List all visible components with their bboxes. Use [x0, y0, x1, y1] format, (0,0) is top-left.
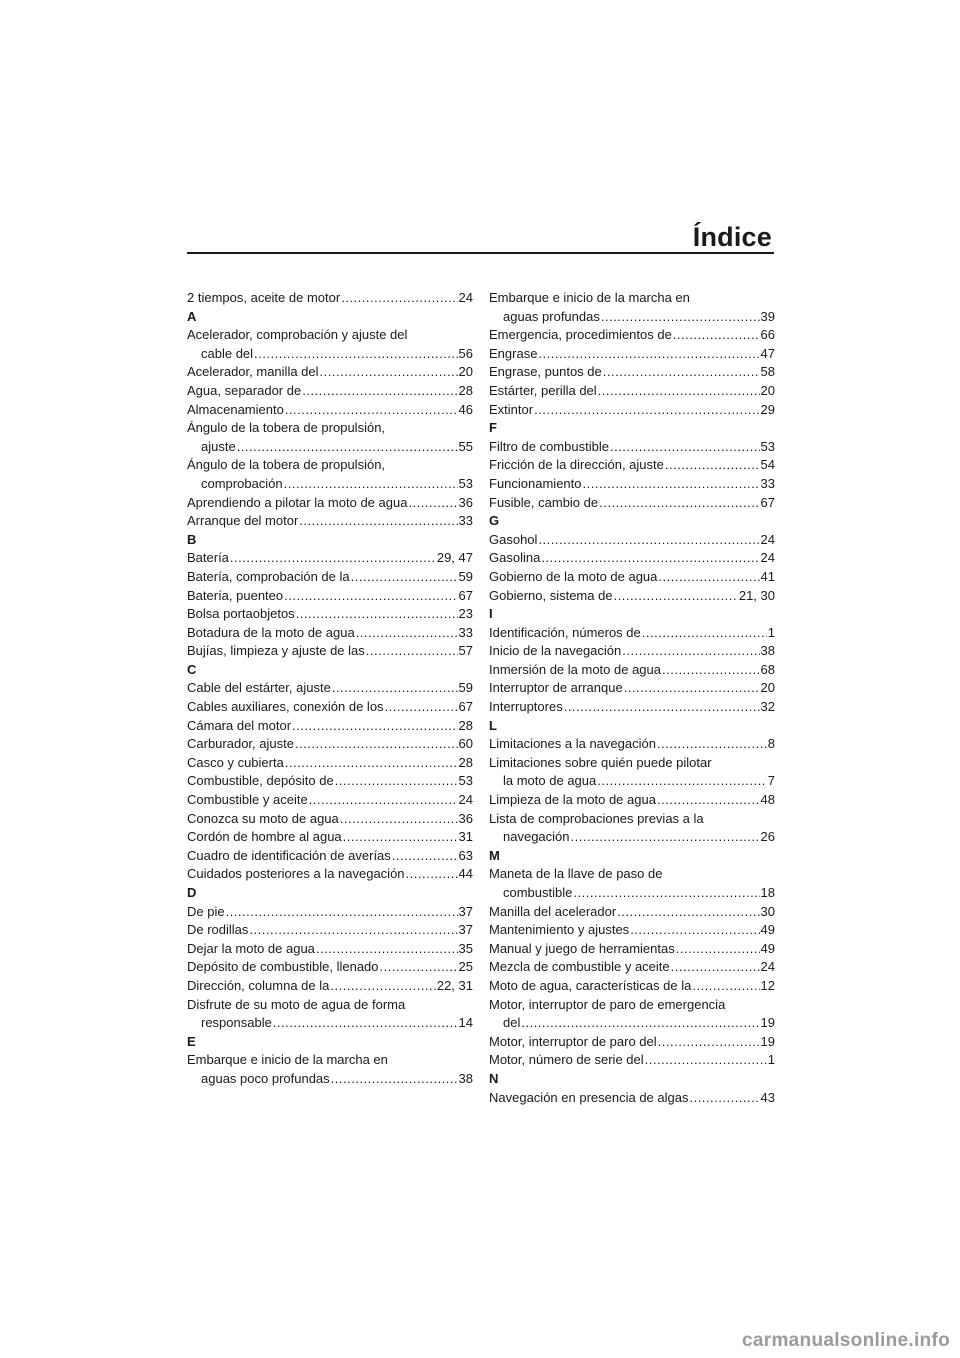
index-entry-text: Cuidados posteriores a la navegación: [187, 866, 405, 882]
index-page-number: 43: [760, 1089, 775, 1105]
index-entry: [187, 494, 473, 513]
index-page-number: 20: [760, 382, 775, 398]
index-entry-text: Cable del estárter, ajuste: [187, 680, 331, 696]
index-entry: [187, 977, 473, 996]
index-page-number: 33: [458, 513, 473, 529]
index-entry: [489, 568, 775, 587]
index-entry-text: la moto de agua: [503, 773, 597, 789]
index-page-number: 20: [760, 680, 775, 696]
index-entry: [187, 717, 473, 736]
index-section-letter: F: [489, 420, 497, 436]
dot-leader: [332, 679, 458, 698]
index-page-number: 53: [458, 475, 473, 491]
dot-leader: [657, 791, 760, 810]
index-page-number: 28: [458, 754, 473, 770]
index-page-number: 38: [458, 1070, 473, 1086]
index-entry: [489, 549, 775, 568]
index-entry-text: Manual y juego de herramientas: [489, 940, 675, 956]
index-page-number: 23: [458, 606, 473, 622]
index-page-number: 39: [760, 308, 775, 324]
index-entry-text: De rodillas: [187, 922, 249, 938]
index-entry-text: Disfrute de su moto de agua de forma: [187, 996, 406, 1012]
index-page-number: 63: [458, 847, 473, 863]
dot-leader: [564, 698, 760, 717]
index-entry: [187, 382, 473, 401]
index-entry-text: Acelerador, comprobación y ajuste del: [187, 327, 408, 343]
index-page-number: 1: [767, 1052, 775, 1068]
index-entry: [187, 401, 473, 420]
index-page-number: 29, 47: [436, 550, 473, 566]
index-entry-text: ajuste: [201, 438, 236, 454]
index-page-number: 26: [760, 829, 775, 845]
index-entry-text: Filtro de combustible: [489, 438, 609, 454]
dot-leader: [599, 494, 759, 513]
index-entry: [489, 642, 775, 661]
index-entry-text: Gobierno, sistema de: [489, 587, 613, 603]
index-page-number: 53: [760, 438, 775, 454]
dot-leader: [302, 382, 457, 401]
index-entry-text: Batería, comprobación de la: [187, 568, 350, 584]
index-entry-text: Dirección, columna de la: [187, 977, 330, 993]
dot-leader: [624, 679, 760, 698]
index-entry: [489, 1051, 775, 1070]
index-entry-text: Motor, interruptor de paro del: [489, 1033, 657, 1049]
index-page-number: 7: [767, 773, 775, 789]
index-section-letter: A: [187, 308, 197, 324]
index-page-number: 14: [458, 1015, 473, 1031]
index-page-number: 33: [760, 475, 775, 491]
index-entry-text: Almacenamiento: [187, 401, 284, 417]
index-entry-text: Lista de comprobaciones previas a la: [489, 810, 704, 826]
index-page-number: 19: [760, 1015, 775, 1031]
index-entry: [187, 1014, 473, 1033]
index-entry: [489, 382, 775, 401]
index-entry-text: Depósito de combustible, llenado: [187, 959, 379, 975]
index-page-number: 54: [760, 457, 775, 473]
index-entry: [187, 587, 473, 606]
index-entry: [187, 847, 473, 866]
dot-leader: [285, 401, 458, 420]
dot-leader: [610, 438, 760, 457]
index-page-number: 67: [458, 699, 473, 715]
dot-leader: [521, 1014, 759, 1033]
index-entry-text: del: [503, 1015, 521, 1031]
index-entry: [187, 475, 473, 494]
dot-leader: [658, 568, 759, 587]
dot-leader: [601, 308, 760, 327]
index-entry: [489, 958, 775, 977]
index-page-number: 58: [760, 364, 775, 380]
index-entry-text: Cordón de hombre al agua: [187, 829, 342, 845]
dot-leader: [598, 382, 760, 401]
index-entry-text: aguas profundas: [503, 308, 600, 324]
index-entry: [187, 289, 473, 308]
index-page-number: 29: [760, 401, 775, 417]
index-column-left: [187, 289, 473, 1089]
dot-leader: [356, 624, 458, 643]
index-entry: [489, 940, 775, 959]
index-entry: [187, 921, 473, 940]
index-entry-text: Casco y cubierta: [187, 754, 284, 770]
index-page-number: 19: [760, 1033, 775, 1049]
index-entry-text: Ángulo de la tobera de propulsión,: [187, 457, 386, 473]
index-entry: [489, 345, 775, 364]
index-entry-text: Limitaciones sobre quién puede pilotar: [489, 754, 712, 770]
index-entry: [489, 438, 775, 457]
index-entry: [187, 345, 473, 364]
index-entry: [187, 735, 473, 754]
index-entry-text: Limitaciones a la navegación: [489, 736, 656, 752]
index-page-number: 37: [458, 922, 473, 938]
index-page-number: 25: [458, 959, 473, 975]
dot-leader: [316, 940, 458, 959]
page-title: Índice: [692, 222, 772, 252]
index-entry: [187, 810, 473, 829]
index-entry-text: Engrase, puntos de: [489, 364, 602, 380]
index-entry: [489, 884, 775, 903]
index-section-letter: C: [187, 661, 197, 677]
index-page-number: 68: [760, 661, 775, 677]
index-entry-text: Maneta de la llave de paso de: [489, 866, 663, 882]
dot-leader: [597, 772, 767, 791]
index-entry: [489, 456, 775, 475]
dot-leader: [406, 865, 458, 884]
index-entry-text: Batería: [187, 550, 229, 566]
dot-leader: [273, 1014, 458, 1033]
index-entry-text: Manilla del acelerador: [489, 903, 617, 919]
title-rule: [187, 252, 774, 254]
index-entry: [489, 1014, 775, 1033]
index-page-number: 24: [458, 290, 473, 305]
index-page-number: 56: [458, 345, 473, 361]
dot-leader: [689, 1089, 759, 1108]
dot-leader: [320, 363, 458, 382]
dot-leader: [658, 1033, 760, 1052]
index-section-letter: D: [187, 885, 197, 900]
index-page-number: 28: [458, 382, 473, 398]
index-entry: [489, 494, 775, 513]
index-entry: [187, 624, 473, 643]
index-entry-text: Gobierno de la moto de agua: [489, 568, 658, 584]
index-entry-text: Mantenimiento y ajustes: [489, 922, 630, 938]
index-entry: [187, 568, 473, 587]
index-entry-text: Carburador, ajuste: [187, 736, 294, 752]
index-entry: [489, 1033, 775, 1052]
dot-leader: [284, 475, 458, 494]
index-entry-text: Identificación, números de: [489, 624, 641, 640]
index-entry-text: Gasohol: [489, 531, 538, 547]
index-entry-text: Combustible, depósito de: [187, 773, 334, 789]
index-entry-text: Bolsa portaobjetos: [187, 606, 295, 622]
dot-leader: [341, 289, 457, 308]
watermark: carmanualsonline.info: [742, 1330, 950, 1351]
index-entry-text: comprobación: [201, 475, 283, 491]
index-entry-text: Agua, separador de: [187, 382, 302, 398]
dot-leader: [380, 958, 458, 977]
index-page-number: 49: [760, 940, 775, 956]
index-entry: [187, 791, 473, 810]
index-page-number: 30: [760, 903, 775, 919]
index-section-letter: G: [489, 513, 500, 529]
dot-leader: [657, 735, 767, 754]
index-entry: [489, 1089, 775, 1108]
index-entry: [489, 903, 775, 922]
index-page-number: 38: [760, 643, 775, 659]
index-entry-text: Batería, puenteo: [187, 587, 284, 603]
index-entry-text: Acelerador, manilla del: [187, 364, 319, 380]
index-page-number: 32: [760, 699, 775, 715]
index-entry-text: Cuadro de identificación de averías: [187, 847, 391, 863]
index-page-number: 33: [458, 624, 473, 640]
index-entry-text: Embarque e inicio de la marcha en: [489, 290, 690, 305]
index-page-number: 67: [760, 494, 775, 510]
index-section-letter: I: [489, 606, 493, 622]
index-section-letter: L: [489, 717, 497, 733]
index-entry: [489, 921, 775, 940]
index-entry: [187, 865, 473, 884]
dot-leader: [671, 958, 760, 977]
index-page-number: 8: [767, 736, 775, 752]
index-page-number: 60: [458, 736, 473, 752]
index-entry-text: Mezcla de combustible y aceite: [489, 959, 670, 975]
index-entry-text: Emergencia, procedimientos de: [489, 327, 672, 343]
index-entry-text: Funcionamiento: [489, 475, 582, 491]
index-entry-text: Limpieza de la moto de agua: [489, 792, 656, 808]
dot-leader: [309, 791, 458, 810]
index-page-number: 66: [760, 327, 775, 343]
index-entry-text: Motor, interruptor de paro de emergencia: [489, 996, 726, 1012]
dot-leader: [630, 921, 759, 940]
index-entry-text: Inicio de la navegación: [489, 643, 622, 659]
index-page-number: 47: [760, 345, 775, 361]
index-entry-text: navegación: [503, 829, 570, 845]
index-entry-text: Motor, número de serie del: [489, 1052, 644, 1068]
index-entry: [489, 828, 775, 847]
index-entry: [489, 587, 775, 606]
index-entry: [489, 791, 775, 810]
index-entry-text: Botadura de la moto de agua: [187, 624, 355, 640]
dot-leader: [335, 772, 458, 791]
index-entry: [489, 308, 775, 327]
index-page-number: 28: [458, 717, 473, 733]
dot-leader: [571, 828, 760, 847]
index-page-number: 49: [760, 922, 775, 938]
index-entry: [187, 754, 473, 773]
dot-leader: [676, 940, 760, 959]
dot-leader: [538, 531, 759, 550]
index-entry-text: Extintor: [489, 401, 534, 417]
index-entry-text: Dejar la moto de agua: [187, 940, 315, 956]
index-entry: [187, 605, 473, 624]
index-page-number: 24: [458, 792, 473, 808]
index-page-number: 46: [458, 401, 473, 417]
index-entry-text: Cables auxiliares, conexión de los: [187, 699, 384, 715]
dot-leader: [343, 828, 458, 847]
dot-leader: [254, 345, 457, 364]
index-page-number: 59: [458, 680, 473, 696]
index-page-number: 21, 30: [738, 587, 775, 603]
dot-leader: [392, 847, 458, 866]
index-page-number: 57: [458, 643, 473, 659]
index-entry: [187, 698, 473, 717]
index-entry-text: Ángulo de la tobera de propulsión,: [187, 420, 386, 436]
index-entry: [489, 735, 775, 754]
dot-leader: [583, 475, 760, 494]
index-page-number: 53: [458, 773, 473, 789]
index-entry-text: Engrase: [489, 345, 538, 361]
index-page-number: 36: [458, 810, 473, 826]
index-section-letter: M: [489, 847, 500, 863]
dot-leader: [673, 326, 760, 345]
index-entry-text: Conozca su moto de agua: [187, 810, 339, 826]
index-entry: [489, 698, 775, 717]
dot-leader: [299, 512, 457, 531]
dot-leader: [226, 903, 458, 922]
dot-leader: [692, 977, 759, 996]
index-entry: [489, 679, 775, 698]
dot-leader: [573, 884, 759, 903]
index-entry: [187, 512, 473, 531]
index-entry-text: Interruptor de arranque: [489, 680, 623, 696]
dot-leader: [622, 642, 759, 661]
dot-leader: [366, 642, 458, 661]
index-entry: [489, 363, 775, 382]
dot-leader: [534, 401, 759, 420]
index-entry: [187, 903, 473, 922]
dot-leader: [408, 494, 457, 513]
index-entry: [187, 549, 473, 568]
index-entry-text: responsable: [201, 1015, 272, 1031]
index-entry-text: cable del: [201, 345, 254, 361]
index-page-number: 37: [458, 903, 473, 919]
index-entry-text: Bujías, limpieza y ajuste de las: [187, 643, 365, 659]
index-section-letter: B: [187, 531, 197, 547]
index-entry: [489, 977, 775, 996]
dot-leader: [237, 438, 458, 457]
index-entry-text: Arranque del motor: [187, 513, 299, 529]
index-section-letter: E: [187, 1033, 196, 1049]
index-entry-text: Gasolina: [489, 550, 541, 566]
index-entry-text: Estárter, perilla del: [489, 382, 597, 398]
index-entry: [489, 661, 775, 680]
index-page-number: 36: [458, 494, 473, 510]
index-entry: [489, 475, 775, 494]
index-page-number: 48: [760, 792, 775, 808]
index-page-number: 12: [760, 977, 775, 993]
index-entry-text: Aprendiendo a pilotar la moto de agua: [187, 494, 408, 510]
index-entry: [187, 958, 473, 977]
index-entry: [187, 828, 473, 847]
index-entry: [187, 642, 473, 661]
dot-leader: [296, 605, 458, 624]
index-entry: [187, 772, 473, 791]
index-page-number: 55: [458, 438, 473, 454]
dot-leader: [385, 698, 458, 717]
dot-leader: [665, 456, 760, 475]
dot-leader: [617, 903, 759, 922]
index-entry: [489, 401, 775, 420]
dot-leader: [330, 977, 435, 996]
dot-leader: [662, 661, 760, 680]
index-page-number: 22, 31: [436, 977, 473, 993]
dot-leader: [292, 717, 457, 736]
dot-leader: [284, 587, 457, 606]
index-page-number: 67: [458, 587, 473, 603]
index-entry-text: Inmersión de la moto de agua: [489, 661, 661, 677]
index-entry: [489, 624, 775, 643]
dot-leader: [603, 363, 760, 382]
index-entry-text: Moto de agua, características de la: [489, 977, 692, 993]
index-page-number: 1: [767, 624, 775, 640]
index-entry-text: Cámara del motor: [187, 717, 292, 733]
index-entry-text: combustible: [503, 885, 573, 900]
index-entry-text: Fusible, cambio de: [489, 494, 599, 510]
index-page-number: 24: [760, 531, 775, 547]
dot-leader: [230, 549, 436, 568]
index-entry: [187, 363, 473, 382]
index-entry: [489, 326, 775, 345]
index-page-number: 41: [760, 568, 775, 584]
dot-leader: [642, 624, 767, 643]
index-entry-text: De pie: [187, 903, 225, 919]
index-entry: [187, 1070, 473, 1089]
index-entry-text: Combustible y aceite: [187, 792, 308, 808]
index-page-number: 31: [458, 829, 473, 845]
index-page-number: 59: [458, 568, 473, 584]
dot-leader: [614, 587, 738, 606]
dot-leader: [538, 345, 759, 364]
index-page-number: 44: [458, 866, 473, 882]
index-entry: [187, 940, 473, 959]
index-page-number: 20: [458, 364, 473, 380]
dot-leader: [541, 549, 759, 568]
index-page-number: 24: [760, 959, 775, 975]
index-entry-text: aguas poco profundas: [201, 1070, 330, 1086]
index-entry-text: Fricción de la dirección, ajuste: [489, 457, 664, 473]
index-entry-text: 2 tiempos, aceite de motor: [187, 290, 341, 305]
dot-leader: [285, 754, 458, 773]
index-entry-text: Interruptores: [489, 699, 563, 715]
index-entry: [489, 772, 775, 791]
index-page-number: 24: [760, 550, 775, 566]
dot-leader: [351, 568, 458, 587]
index-column-right: [489, 289, 775, 1107]
index-entry: [187, 679, 473, 698]
index-entry-text: Navegación en presencia de algas: [489, 1089, 689, 1105]
index-entry: [489, 531, 775, 550]
index-page-number: 18: [760, 885, 775, 900]
dot-leader: [295, 735, 458, 754]
dot-leader: [645, 1051, 767, 1070]
index-section-letter: N: [489, 1070, 499, 1086]
dot-leader: [331, 1070, 458, 1089]
index-entry-text: Embarque e inicio de la marcha en: [187, 1052, 388, 1068]
index-page-number: 35: [458, 940, 473, 956]
dot-leader: [340, 810, 458, 829]
index-entry: [187, 438, 473, 457]
dot-leader: [249, 921, 457, 940]
